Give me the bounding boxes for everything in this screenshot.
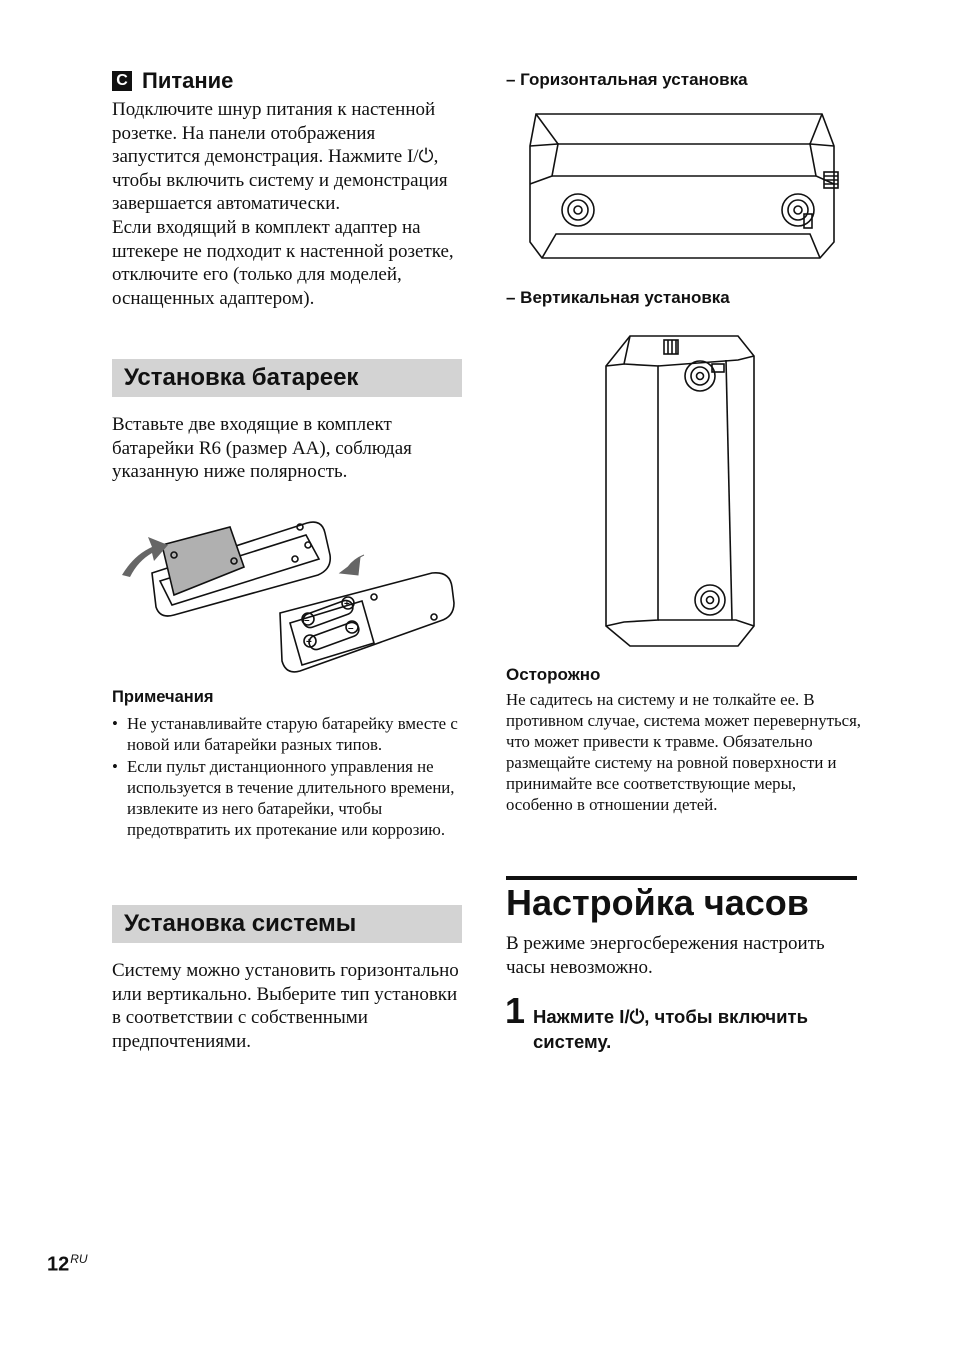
horizontal-installation-label: – Горизонтальная установка [506,70,748,89]
page-number [47,1252,88,1277]
note-item: • Не устанавливайте старую батарейку вместе с новой или батарейки разных типов. [112,713,464,755]
note-item: • Если пульт дистанционного управления не используется в течение длительного времени, извлеките из него батарейки, чтобы предотвратить их протекание или коррозию. [112,756,464,840]
section-letter-badge: C [112,71,132,91]
caution-text: Не садитесь на систему и не толкайте ее. В противном случае, система может перевернуться, что может привести к травме. Обязательно размещайте систему на ровной поверхности и принимайте все соответствующие меры, особенно в отношении детей. [506,690,861,814]
page-language: RU [70,1252,88,1266]
page-number-value: 12 [47,1253,70,1276]
svg-text:+: + [344,599,350,610]
power-paragraph-2: Если входящий в комплект адаптер на штекере не подходит к настенной розетке, отключите его (только для моделей, оснащенных адаптером). [112,216,454,309]
notes-list [112,713,464,841]
svg-text:–: – [348,623,354,634]
section-c-body [112,98,462,310]
clock-heading-rule [506,876,857,880]
horizontal-unit-illustration [526,106,846,264]
step-number: 1 [505,990,526,1031]
caution-title: Осторожно [506,665,601,684]
section-c-heading [112,68,233,94]
section-c-title: Питание [142,68,234,93]
svg-text:–: – [304,615,310,626]
remote-battery-illustration [112,515,462,685]
svg-text:+: + [306,637,312,648]
vertical-installation-label: – Вертикальная установка [506,288,730,307]
batteries-heading: Установка батареек [112,359,462,397]
power-paragraph-1: Подключите шнур питания к настенной розетке. На панели отображения запустится демонстрация. Нажмите I/⏻, чтобы включить систему и демонстрация завершается автоматически. [112,99,448,215]
notes-title: Примечания [112,688,214,706]
batteries-text: Вставьте две входящие в комплект батарейки R6 (размер AA), соблюдая указанную ниже полярность. [112,414,412,483]
system-heading: Установка системы [112,905,462,943]
vertical-unit-illustration [596,330,766,652]
step-instruction: Нажмите I/⏻, чтобы включить систему. [533,1006,808,1052]
clock-text: В режиме энергосбережения настроить часы невозможно. [506,933,825,978]
system-text: Систему можно установить горизонтально или вертикально. Выберите тип установки в соответствии с собственными предпочтениями. [112,960,459,1052]
clock-heading: Настройка часов [506,882,809,923]
